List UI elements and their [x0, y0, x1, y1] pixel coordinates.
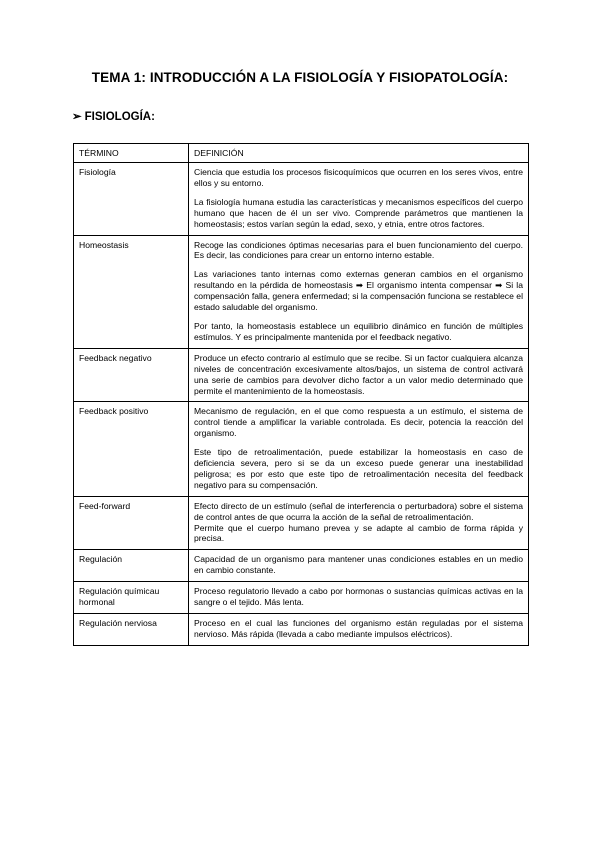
term-cell: Homeostasis — [74, 235, 189, 348]
definition-paragraph: Capacidad de un organismo para mantener unas condiciones estables en un medio en cambio constante. — [194, 554, 523, 576]
table-row — [74, 235, 529, 348]
definition-paragraph: Por tanto, la homeostasis establece un equilibrio dinámico en función de múltiples estímulos. Y es principalmente mantenida por el feedback negativo. — [194, 320, 523, 342]
table-row — [74, 550, 529, 582]
definition-paragraph: Proceso regulatorio llevado a cabo por hormonas o sustancias químicas activas en la sangre o el tejido. Más lenta. — [194, 586, 523, 608]
section-heading — [72, 109, 155, 123]
term-cell: Regulación químicau hormonal — [74, 582, 189, 614]
definition-cell — [189, 550, 529, 582]
table-row — [74, 348, 529, 402]
table-row — [74, 614, 529, 646]
definition-paragraph: Proceso en el cual las funciones del organismo están reguladas por el sistema nervioso. Más rápida (llevada a cabo mediante impulsos eléctricos). — [194, 618, 523, 639]
definition-cell — [189, 496, 529, 550]
definition-cell — [189, 614, 529, 646]
definition-paragraph: Recoge las condiciones óptimas necesarias para el buen funcionamiento del cuerpo. Es decir, las condiciones para crear un entorno interno estable. — [194, 239, 523, 261]
table-row — [74, 582, 529, 614]
term-cell: Feed-forward — [74, 496, 189, 550]
term-cell: Regulación nerviosa — [74, 614, 189, 646]
definition-cell — [189, 582, 529, 614]
header-term: TÉRMINO — [74, 144, 189, 163]
definitions-table — [73, 143, 529, 646]
definition-paragraph: La fisiología humana estudia las características y mecanismos específicos del cuerpo humano que hacen de él un ser vivo. Comprende parámetros que mantienen la homeostasis; estos varían según la edad, sexo, y etnia, entre otros factores. — [194, 196, 523, 229]
term-cell: Feedback negativo — [74, 348, 189, 402]
table-row — [74, 496, 529, 550]
definition-paragraph: Las variaciones tanto internas como externas generan cambios en el organismo resultando en la pérdida de homeostasis ➡ El organismo intenta compensar ➡ Si la compensación falla, genera enfermedad; si la compensación funciona se restablece el estado saludable del organismo. — [194, 269, 523, 313]
definition-paragraph: Permite que el cuerpo humano prevea y se adapte al cambio de forma rápida y precisa. — [194, 522, 523, 544]
arrow-bullet-icon: ➢ — [72, 111, 82, 123]
table-header-row — [74, 144, 529, 163]
definition-cell — [189, 348, 529, 402]
definition-cell — [189, 235, 529, 348]
definition-paragraph: Produce un efecto contrario al estímulo que se recibe. Si un factor cualquiera alcanza niveles de concentración excesivamente altos/bajos, un sistema de control activará una serie de cambios para devolver dicho factor a un valor medio determinado que permite el mantenimiento de la homeostasis. — [194, 352, 523, 396]
header-definition: DEFINICIÓN — [189, 144, 529, 163]
document-title: TEMA 1: INTRODUCCIÓN A LA FISIOLOGÍA Y FISIOPATOLOGÍA: — [91, 70, 509, 85]
term-cell: Regulación — [74, 550, 189, 582]
definition-cell — [189, 163, 529, 236]
definition-paragraph: Este tipo de retroalimentación, puede estabilizar la homeostasis en caso de deficiencia severa, pero si se da un exceso puede generar una inestabilidad peligrosa; es por esto que este tipo de retroalimentación necesita del feedback negativo para su compensación. — [194, 447, 523, 490]
definition-paragraph: Mecanismo de regulación, en el que como respuesta a un estímulo, el sistema de control tiende a amplificar la variable controlada. Es decir, potencia la reacción del organismo. — [194, 406, 523, 439]
definition-cell — [189, 402, 529, 496]
term-cell: Feedback positivo — [74, 402, 189, 496]
term-cell: Fisiología — [74, 163, 189, 236]
definition-paragraph: Efecto directo de un estímulo (señal de interferencia o perturbadora) sobre el sistema de control antes de que ocurra la acción de la señal de retroalimentación. — [194, 500, 523, 522]
table-row — [74, 163, 529, 236]
definition-paragraph: Ciencia que estudia los procesos fisicoquímicos que ocurren en los seres vivos, entre ellos y su entorno. — [194, 167, 523, 188]
table-row — [74, 402, 529, 496]
section-heading-text: FISIOLOGÍA: — [84, 111, 155, 123]
